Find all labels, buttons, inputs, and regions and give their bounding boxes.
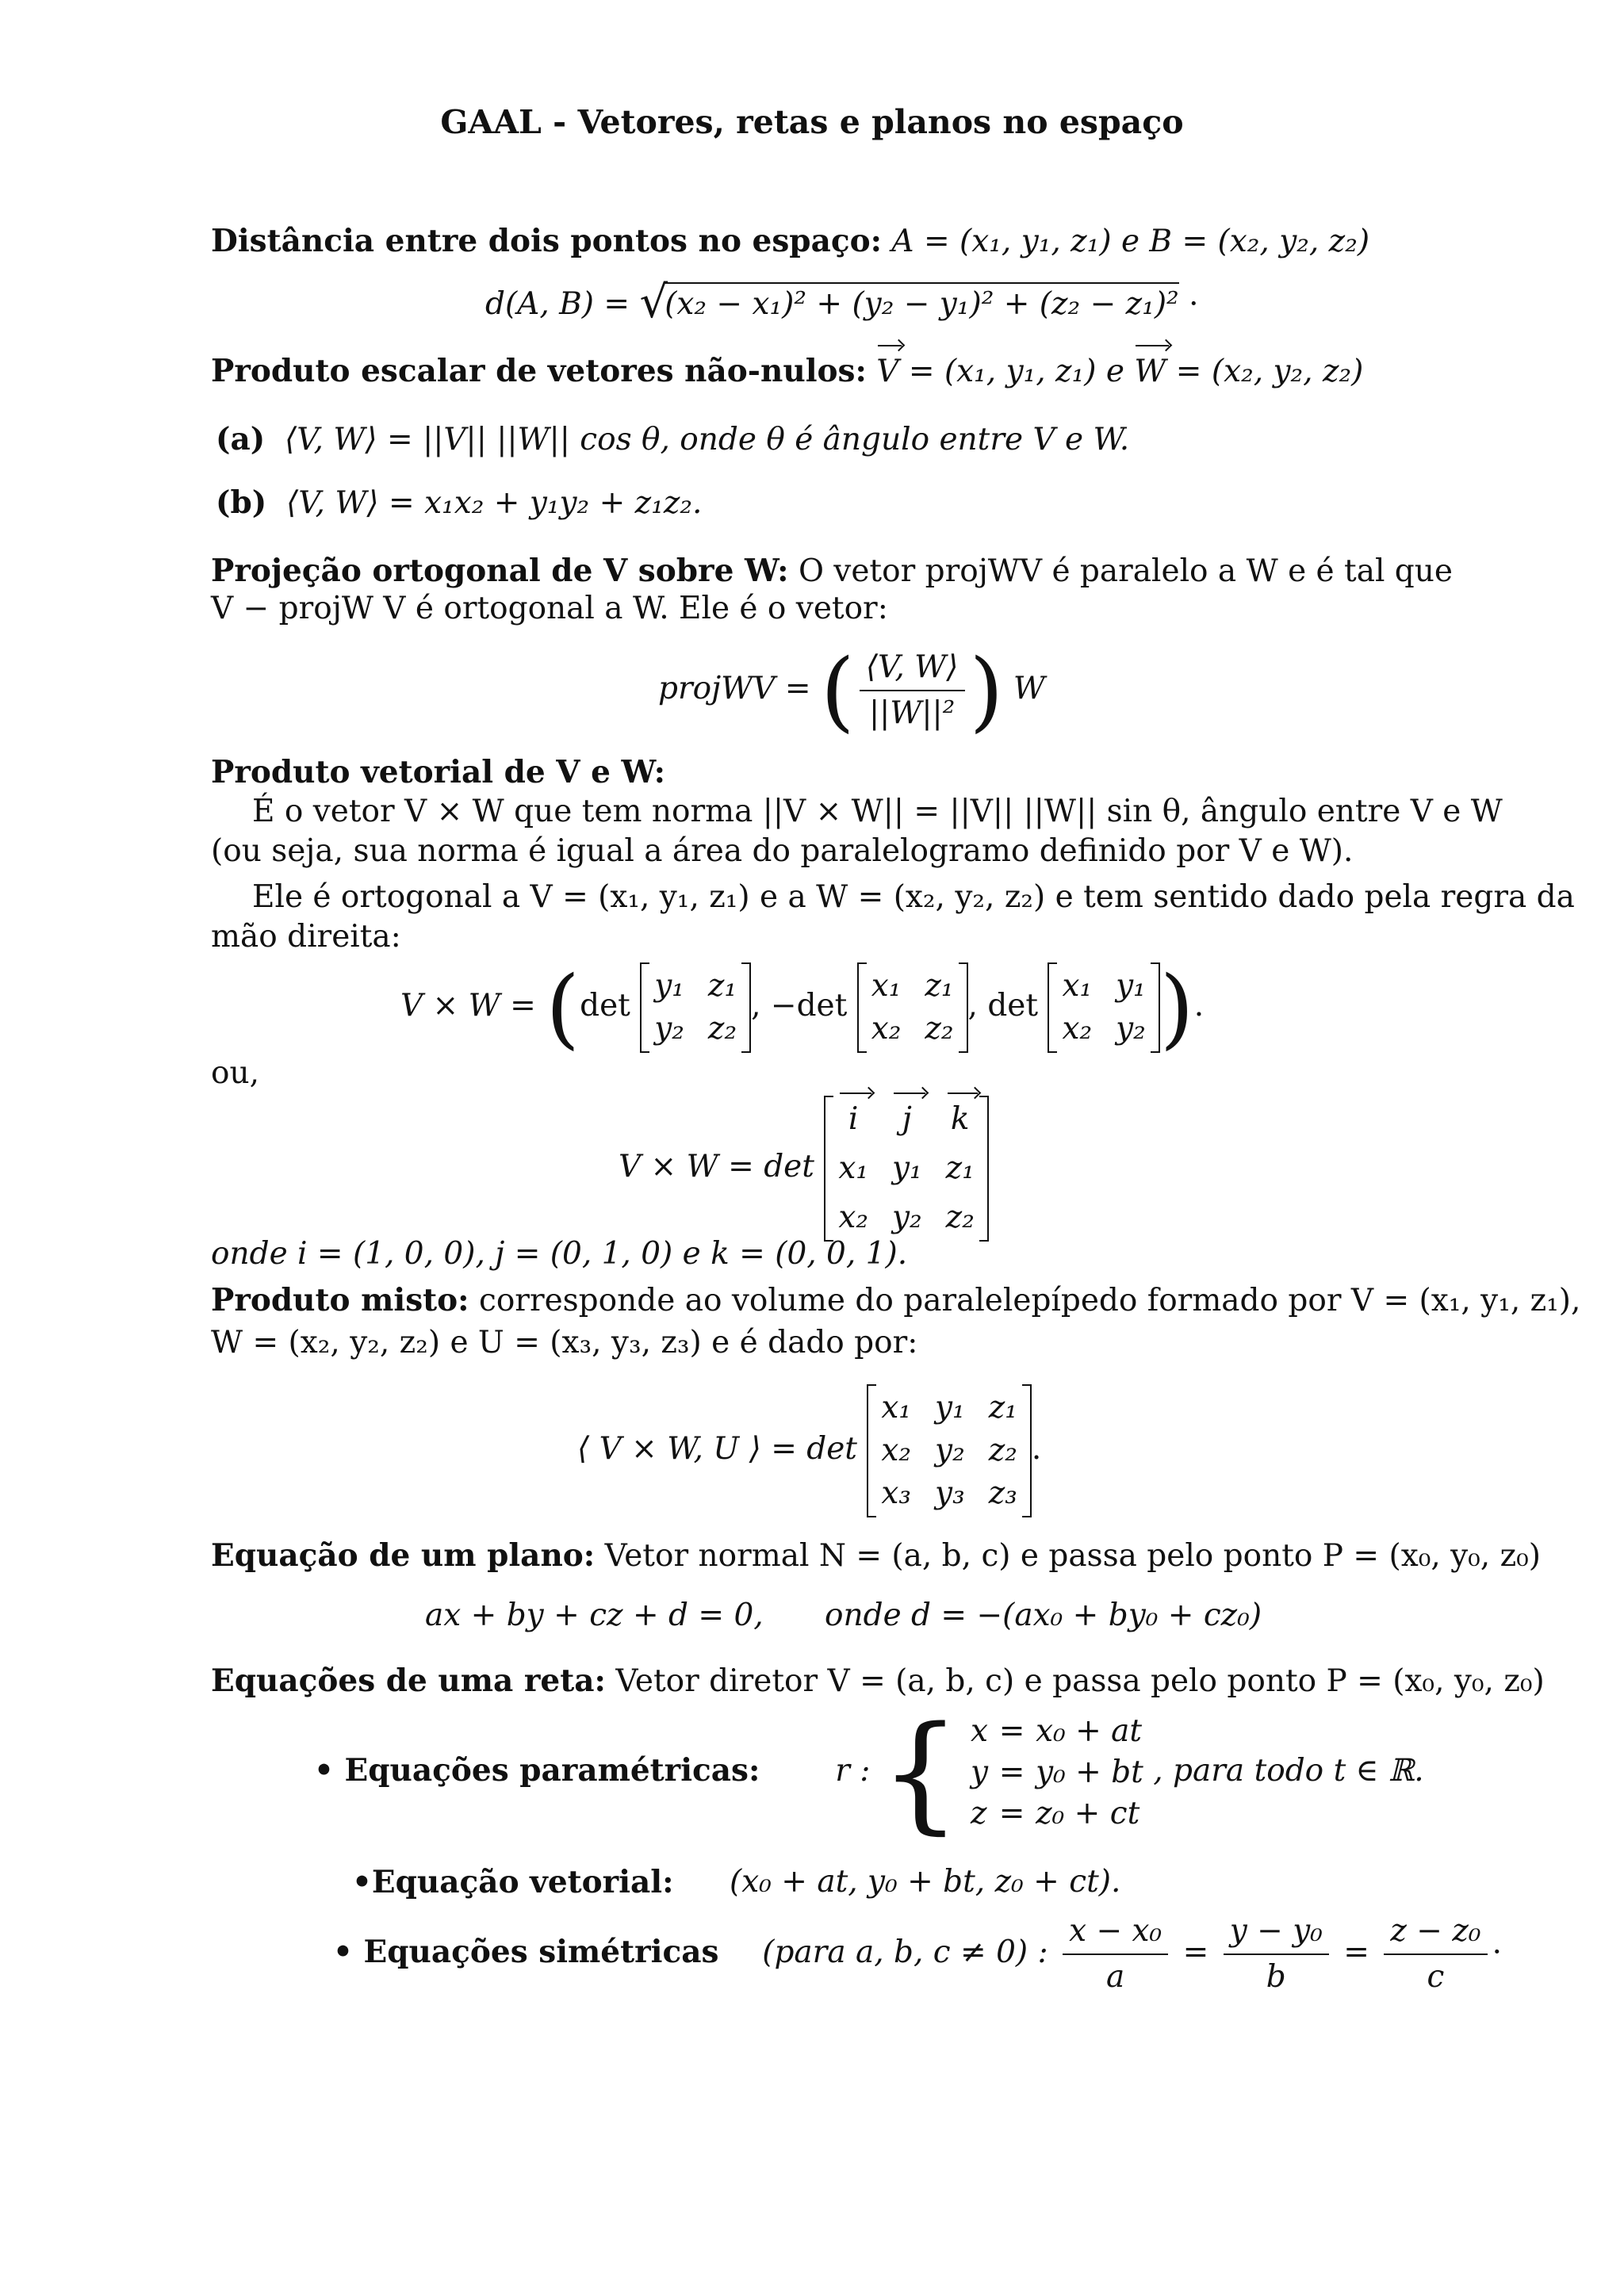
matrix-cell: k	[946, 1100, 975, 1138]
triple-heading: Produto misto:	[211, 1282, 469, 1318]
parametric-system	[971, 1712, 1143, 1833]
projection-text2: V − projW V é ortogonal a W. Ele é o vetor:	[211, 591, 888, 626]
triple-text2: W = (x₂, y₂, z₂) e U = (x₃, y₃, z₃) e é dado por:	[211, 1325, 918, 1360]
distance-lhs: d(A, B) =	[485, 286, 640, 322]
line-equations-line	[211, 1662, 1545, 1701]
dot-vecs: = (x₁, y₁, z₁) e	[898, 354, 1135, 389]
fraction-y-den: b	[1266, 1959, 1286, 1995]
triple-formula	[577, 1389, 1041, 1513]
dot-b-text: ⟨V, W⟩ = x₁x₂ + y₁y₂ + z₁z₂.	[285, 485, 703, 521]
plane-heading: Equação de um plano:	[211, 1537, 596, 1574]
sys-cell: x₀ + at	[1036, 1713, 1143, 1749]
distance-heading: Distância entre dois pontos no espaço:	[211, 223, 883, 259]
vector-equation-label	[352, 1863, 674, 1902]
left-paren: (	[820, 640, 855, 741]
sys-cell: z₀ + ct	[1036, 1796, 1140, 1831]
fraction-y-num: y − y₀	[1224, 1912, 1329, 1955]
det-label: det	[580, 988, 630, 1024]
dot-product-a	[216, 420, 1129, 459]
dot-product-b	[216, 484, 702, 522]
equals-sign: =	[1343, 1934, 1369, 1970]
line-heading: Equações de uma reta:	[211, 1663, 606, 1699]
comma-det-label: , det	[967, 988, 1039, 1024]
matrix-cell: z₂	[707, 1011, 737, 1047]
cross-p2: (ou seja, sua norma é igual a área do paralelogramo definido por V e W).	[211, 833, 1354, 869]
fraction-x-num: x − x₀	[1063, 1912, 1168, 1955]
matrix-cell: y₁	[891, 1150, 922, 1186]
fraction-z-den: c	[1427, 1959, 1445, 1995]
symmetric-label: • Equações simétricas	[333, 1934, 719, 1970]
vector-w: W	[1134, 354, 1166, 389]
distance-points: A = (x₁, y₁, z₁) e B = (x₂, y₂, z₂)	[891, 224, 1370, 259]
plane-line	[211, 1536, 1541, 1575]
matrix-cell: x₁	[881, 1390, 912, 1425]
vector-equation-label-text: •Equação vetorial:	[352, 1864, 674, 1900]
fraction-x-den: a	[1106, 1959, 1125, 1995]
sys-cell: =	[998, 1796, 1025, 1831]
projection-fraction	[860, 649, 965, 733]
matrix-cell: i	[838, 1100, 868, 1138]
projection-rhs: W	[1013, 671, 1045, 706]
matrix-cell: x₂	[881, 1433, 912, 1468]
matrix-cell: x₁	[871, 968, 902, 1004]
minus-det-label: , −det	[751, 988, 848, 1024]
cross-formula-1	[400, 957, 1205, 1058]
right-paren: )	[1159, 957, 1194, 1058]
distance-end: ·	[1178, 286, 1199, 322]
plane-equation: ax + by + cz + d = 0,	[425, 1598, 764, 1633]
matrix-cell: z₂	[988, 1433, 1017, 1468]
cross-end: .	[1193, 988, 1205, 1024]
fraction-y	[1224, 1912, 1329, 1996]
matrix-xy	[1048, 967, 1159, 1048]
sys-cell: y	[971, 1755, 989, 1790]
plane-text: Vetor normal N = (a, b, c) e passa pelo ponto P = (x₀, y₀, z₀)	[604, 1538, 1541, 1574]
distance-line	[211, 222, 1369, 261]
matrix-cell: z₂	[945, 1200, 975, 1235]
matrix-yz	[640, 967, 751, 1048]
parametric-label: • Equações paramétricas:	[314, 1752, 760, 1789]
line-text: Vetor diretor V = (a, b, c) e passa pelo ponto P = (x₀, y₀, z₀)	[615, 1663, 1545, 1699]
matrix-cell: z₃	[988, 1475, 1017, 1511]
matrix-cell: x₂	[871, 1011, 902, 1047]
plane-d-definition: onde d = −(ax₀ + by₀ + cz₀)	[825, 1598, 1262, 1633]
symmetric-condition: (para a, b, c ≠ 0) :	[762, 1934, 1048, 1970]
dot-a-label: (a)	[216, 421, 266, 457]
matrix-ijk	[824, 1100, 989, 1237]
matrix-cell: z₁	[707, 968, 737, 1004]
matrix-cell: z₁	[925, 968, 954, 1004]
cross-product-heading	[211, 753, 665, 792]
r-label: r :	[835, 1753, 871, 1789]
dot-product-heading: Produto escalar de vetores não-nulos:	[211, 353, 867, 389]
fraction-z	[1384, 1912, 1487, 1996]
matrix-cell: z₁	[945, 1150, 975, 1186]
cross-formula-2	[619, 1100, 989, 1237]
matrix-cell: y₂	[935, 1433, 965, 1468]
matrix-cell: y₂	[1116, 1011, 1146, 1047]
matrix-cell: y₁	[1116, 968, 1146, 1004]
distance-radicand: (x₂ − x₁)² + (y₂ − y₁)² + (z₂ − z₁)²	[665, 282, 1179, 323]
triple-text1: corresponde ao volume do paralelepípedo formado por V = (x₁, y₁, z₁),	[478, 1283, 1581, 1318]
right-paren: )	[969, 640, 1004, 741]
triple-lhs: ⟨ V × W, U ⟩ = det	[577, 1431, 857, 1467]
matrix-xz	[857, 967, 968, 1048]
ou-text: ou,	[211, 1055, 259, 1091]
matrix-cell: j	[892, 1100, 922, 1138]
cross-heading-text: Produto vetorial de V e W:	[211, 754, 666, 790]
symmetric-end: ·	[1492, 1934, 1502, 1970]
sys-cell: z	[971, 1796, 987, 1831]
sys-cell: x	[971, 1713, 989, 1749]
vector-equation: (x₀ + at, y₀ + bt, z₀ + ct).	[730, 1864, 1121, 1900]
cross2-lhs: V × W = det	[619, 1149, 814, 1184]
triple-product-line1	[211, 1281, 1580, 1320]
projection-lhs: projWV =	[658, 671, 821, 706]
dot-a-text: ⟨V, W⟩ = ||V|| ||W|| cos θ, onde θ é ângulo entre V e W.	[284, 422, 1130, 457]
vector-v: V	[876, 354, 899, 389]
projection-line1	[211, 552, 1453, 591]
matrix-cell: y₂	[891, 1200, 922, 1235]
sqrt-sign: √	[639, 277, 668, 328]
dot-product-line	[211, 352, 1363, 391]
projection-denominator: ||W||²	[869, 695, 956, 731]
projection-text1: O vetor projWV é paralelo a W e é tal que	[798, 553, 1453, 589]
equals-sign: =	[1182, 1934, 1209, 1970]
cross-p3: Ele é ortogonal a V = (x₁, y₁, z₁) e a W = (x₂, y₂, z₂) e tem sentido dado pela regra da	[252, 879, 1575, 915]
unit-vectors-text: onde i = (1, 0, 0), j = (0, 1, 0) e k = (0, 0, 1).	[211, 1236, 908, 1272]
matrix-cell: x₂	[1062, 1011, 1093, 1047]
dot-b-label: (b)	[216, 484, 267, 521]
matrix-cell: z₁	[988, 1390, 1017, 1425]
sys-cell: =	[998, 1755, 1025, 1790]
projection-numerator: ⟨V, W⟩	[860, 649, 965, 691]
matrix-cell: x₃	[881, 1475, 912, 1511]
matrix-cell: x₂	[838, 1200, 868, 1235]
distance-formula	[485, 277, 1199, 328]
cross-p4: mão direita:	[211, 919, 401, 955]
triple-end: .	[1031, 1431, 1042, 1467]
page-title: GAAL - Vetores, retas e planos no espaço	[440, 103, 1184, 141]
projection-formula	[658, 640, 1045, 741]
dot-vecs2: = (x₂, y₂, z₂)	[1166, 354, 1364, 389]
fraction-z-num: z − z₀	[1384, 1912, 1487, 1955]
symmetric-equations	[333, 1912, 1502, 1996]
sys-cell: y₀ + bt	[1036, 1755, 1143, 1790]
parametric-end: , para todo t ∈ ℝ.	[1153, 1753, 1424, 1789]
cross-lhs: V × W =	[400, 988, 546, 1024]
matrix-cell: x₁	[1062, 968, 1093, 1004]
sys-cell: =	[998, 1713, 1025, 1749]
matrix-cell: y₁	[654, 968, 684, 1004]
left-paren: (	[546, 957, 580, 1058]
projection-heading: Projeção ortogonal de V sobre W:	[211, 553, 789, 589]
cross-p1: É o vetor V × W que tem norma ||V × W|| = ||V|| ||W|| sin θ, ângulo entre V e W	[252, 794, 1503, 829]
parametric-equations	[314, 1698, 1424, 1846]
matrix-cell: y₃	[935, 1475, 965, 1511]
fraction-x	[1063, 1912, 1168, 1996]
matrix-cell: x₁	[838, 1150, 868, 1186]
matrix-cell: y₁	[935, 1390, 965, 1425]
left-brace: {	[879, 1698, 961, 1846]
matrix-xyz	[867, 1389, 1032, 1513]
matrix-cell: y₂	[654, 1011, 684, 1047]
matrix-cell: z₂	[925, 1011, 954, 1047]
